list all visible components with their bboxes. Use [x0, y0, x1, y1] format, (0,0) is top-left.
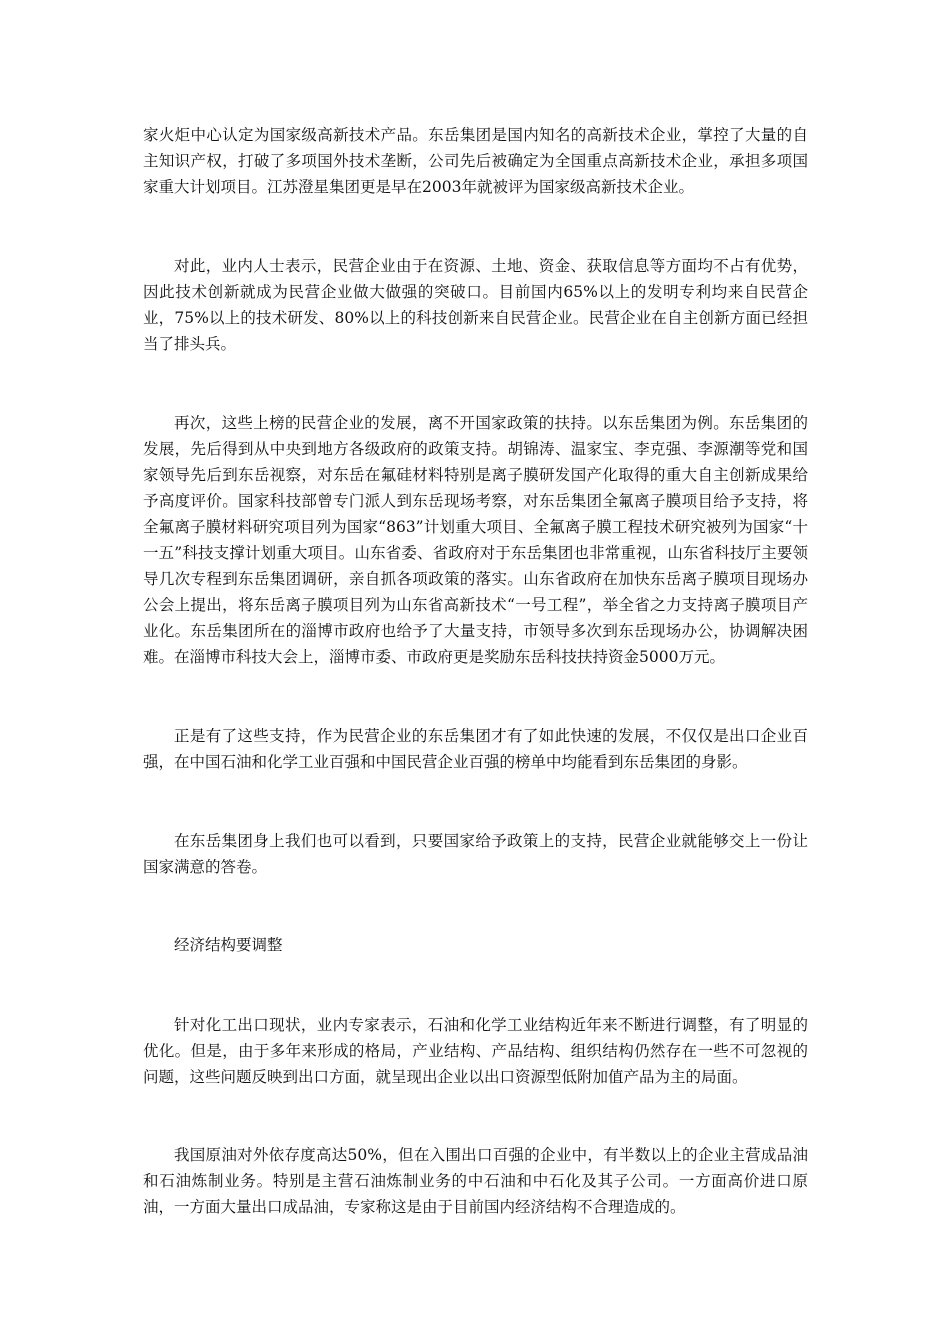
- paragraph-innovation-breakthrough: 对此，业内人士表示，民营企业由于在资源、土地、资金、获取信息等方面均不占有优势，因此技术创新就成为民营企业做大做强的突破口。目前国内65%以上的发明专利均来自民营企业，75%以上的技术研发、80%以上的科技创新来自民营企业。民营企业在自主创新方面已经担当了排头兵。: [143, 257, 808, 353]
- paragraph-dongyue-development: 正是有了这些支持，作为民营企业的东岳集团才有了如此快速的发展，不仅仅是出口企业百强，在中国石油和化学工业百强和中国民营企业百强的榜单中均能看到东岳集团的身影。: [143, 727, 808, 771]
- section-heading: 经济结构要调整: [174, 936, 283, 954]
- paragraph-high-tech-enterprises: 家火炬中心认定为国家级高新技术产品。东岳集团是国内知名的高新技术企业，掌控了大量的自主知识产权，打破了多项国外技术垄断，公司先后被确定为全国重点高新技术企业，承担多项国家重大计划项目。江苏澄星集团更是早在2003年就被评为国家级高新技术企业。: [143, 126, 808, 196]
- document-body: [143, 122, 808, 1220]
- paragraph-export-structure: 针对化工出口现状，业内专家表示，石油和化学工业结构近年来不断进行调整，有了明显的优化。但是，由于多年来形成的格局，产业结构、产品结构、组织结构仍然存在一些不可忽视的问题，这些问题反映到出口方面，就呈现出企业以出口资源型低附加值产品为主的局面。: [143, 1016, 808, 1086]
- paragraph-national-support: 在东岳集团身上我们也可以看到，只要国家给予政策上的支持，民营企业就能够交上一份让国家满意的答卷。: [143, 832, 808, 876]
- paragraph-policy-support: 再次，这些上榜的民营企业的发展，离不开国家政策的扶持。以东岳集团为例。东岳集团的发展，先后得到从中央到地方各级政府的政策支持。胡锦涛、温家宝、李克强、李源潮等党和国家领导先后到东岳视察，对东岳在氟硅材料特别是离子膜研发国产化取得的重大自主创新成果给予高度评价。国家科技部曾专门派人到东岳现场考察，对东岳集团全氟离子膜项目给予支持，将全氟离子膜材料研究项目列为国家“863”计划重大项目、全氟离子膜工程技术研究被列为国家“十一五”科技支撑计划重大项目。山东省委、省政府对于东岳集团也非常重视，山东省科技厅主要领导几次专程到东岳集团调研，亲自抓各项政策的落实。山东省政府在加快东岳离子膜项目现场办公会上提出，将东岳离子膜项目列为山东省高新技术“一号工程”，举全省之力支持离子膜项目产业化。东岳集团所在的淄博市政府也给予了大量支持，市领导多次到东岳现场办公，协调解决困难。在淄博市科技大会上，淄博市委、市政府更是奖励东岳科技扶持资金5000万元。: [143, 414, 808, 666]
- paragraph-crude-oil-dependence: 我国原油对外依存度高达50%，但在入围出口百强的企业中，有半数以上的企业主营成品油和石油炼制业务。特别是主营石油炼制业务的中石油和中石化及其子公司。一方面高价进口原油，一方面大量出口成品油，专家称这是由于目前国内经济结构不合理造成的。: [143, 1146, 808, 1216]
